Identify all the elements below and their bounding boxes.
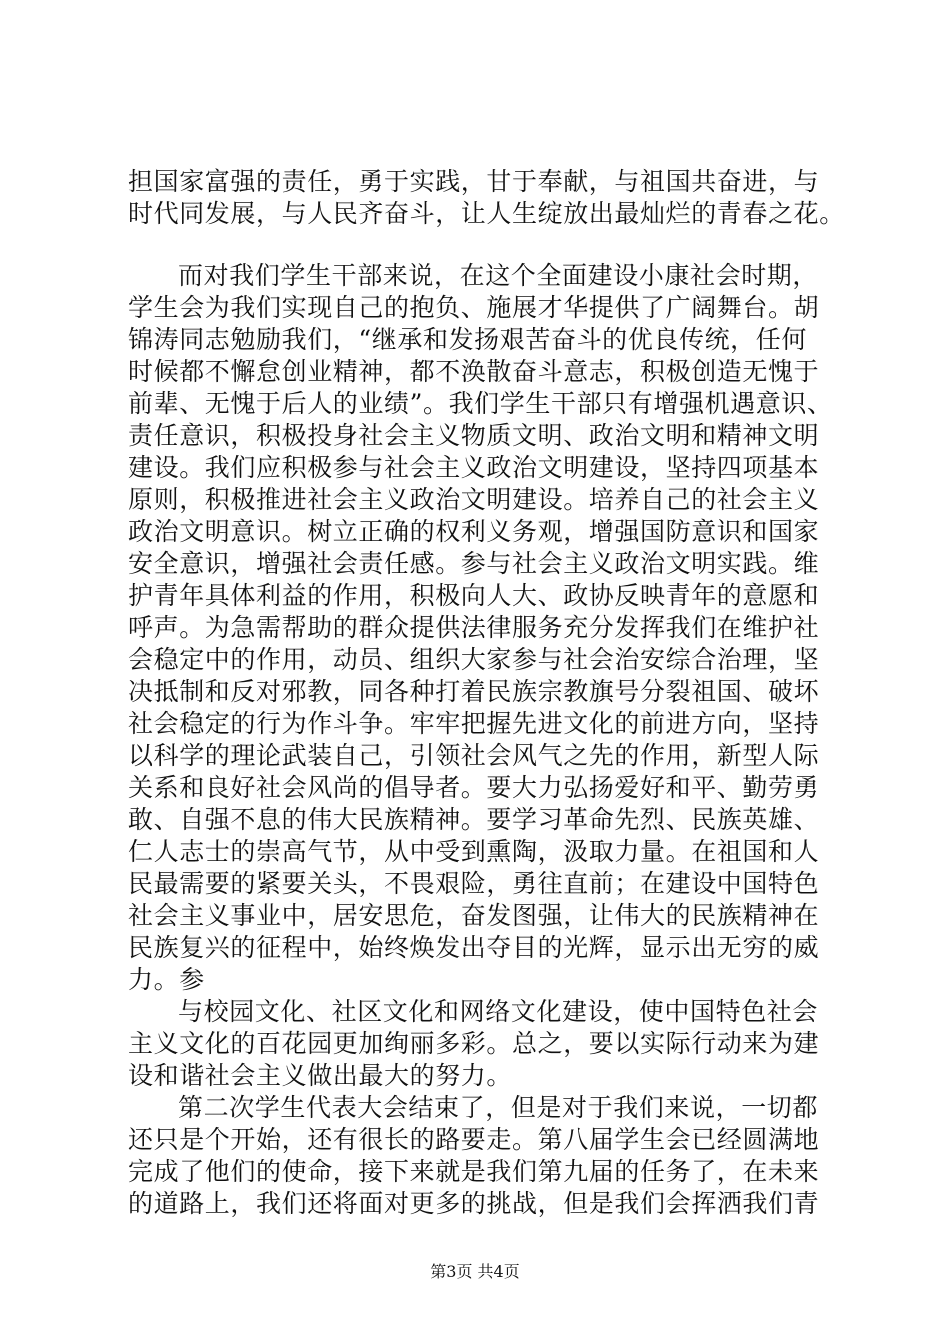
text-line: 护青年具体利益的作用，积极向人大、政协反映青年的意愿和 — [128, 581, 820, 610]
text-line: 而对我们学生干部来说，在这个全面建设小康社会时期， — [178, 261, 819, 290]
text-line: 学生会为我们实现自己的抱负、施展才华提供了广阔舞台。胡 — [128, 293, 820, 322]
text-line: 锦涛同志勉励我们，“继承和发扬艰苦奋斗的优良传统，任何 — [128, 325, 807, 354]
text-line: 社会主义事业中，居安思危，奋发图强，让伟大的民族精神在 — [128, 901, 820, 930]
text-line: 民最需要的紧要关头，不畏艰险，勇往直前；在建设中国特色 — [128, 869, 820, 898]
text-line: 主义文化的百花园更加绚丽多彩。总之，要以实际行动来为建 — [128, 1029, 820, 1058]
text-line: 安全意识，增强社会责任感。参与社会主义政治文明实践。维 — [128, 549, 820, 578]
text-line: 决抵制和反对邪教，同各种打着民族宗教旗号分裂祖国、破坏 — [128, 677, 820, 706]
paragraph-gap — [128, 230, 828, 260]
text-line: 责任意识，积极投身社会主义物质文明、政治文明和精神文明 — [128, 421, 820, 450]
text-line: 前辈、无愧于后人的业绩”。我们学生干部只有增强机遇意识、 — [128, 389, 833, 418]
text-line: 关系和良好社会风尚的倡导者。要大力弘扬爱好和平、勤劳勇 — [128, 773, 820, 802]
text-line: 敢、自强不息的伟大民族精神。要学习革命先烈、民族英雄、 — [128, 805, 820, 834]
text-line: 社会稳定的行为作斗争。牢牢把握先进文化的前进方向，坚持 — [128, 709, 820, 738]
text-line: 担国家富强的责任，勇于实践，甘于奉献，与祖国共奋进，与 — [128, 167, 820, 196]
text-line: 政治文明意识。树立正确的权利义务观，增强国防意识和国家 — [128, 517, 820, 546]
document-body — [128, 166, 845, 1220]
text-line: 仁人志士的崇高气节，从中受到熏陶，汲取力量。在祖国和人 — [128, 837, 820, 866]
paragraph — [128, 166, 845, 230]
page-footer: 第3页 共4页 — [430, 1262, 520, 1281]
paragraph — [128, 260, 833, 996]
text-line: 时候都不懈怠创业精神，都不涣散奋斗意志，积极创造无愧于 — [128, 357, 820, 386]
text-line: 民族复兴的征程中，始终焕发出夺目的光辉，显示出无穷的威 — [128, 933, 820, 962]
text-line: 完成了他们的使命，接下来就是我们第九届的任务了，在未来 — [128, 1157, 820, 1186]
text-line: 与校园文化、社区文化和网络文化建设，使中国特色社会 — [178, 997, 819, 1026]
text-line: 第二次学生代表大会结束了，但是对于我们来说，一切都 — [178, 1093, 819, 1122]
text-line: 时代同发展，与人民齐奋斗，让人生绽放出最灿烂的青春之花。 — [128, 199, 845, 228]
text-line: 还只是个开始，还有很长的路要走。第八届学生会已经圆满地 — [128, 1125, 820, 1154]
text-line: 设和谐社会主义做出最大的努力。 — [128, 1061, 513, 1090]
paragraph — [128, 1092, 828, 1220]
text-line: 的道路上，我们还将面对更多的挑战，但是我们会挥洒我们青 — [128, 1189, 820, 1218]
paragraph — [128, 996, 828, 1092]
text-line: 呼声。为急需帮助的群众提供法律服务充分发挥我们在维护社 — [128, 613, 820, 642]
text-line: 会稳定中的作用，动员、组织大家参与社会治安综合治理，坚 — [128, 645, 820, 674]
text-line: 原则，积极推进社会主义政治文明建设。培养自己的社会主义 — [128, 485, 820, 514]
text-line: 力。参 — [128, 965, 205, 994]
text-line: 以科学的理论武装自己，引领社会风气之先的作用，新型人际 — [128, 741, 820, 770]
text-line: 建设。我们应积极参与社会主义政治文明建设，坚持四项基本 — [128, 453, 820, 482]
